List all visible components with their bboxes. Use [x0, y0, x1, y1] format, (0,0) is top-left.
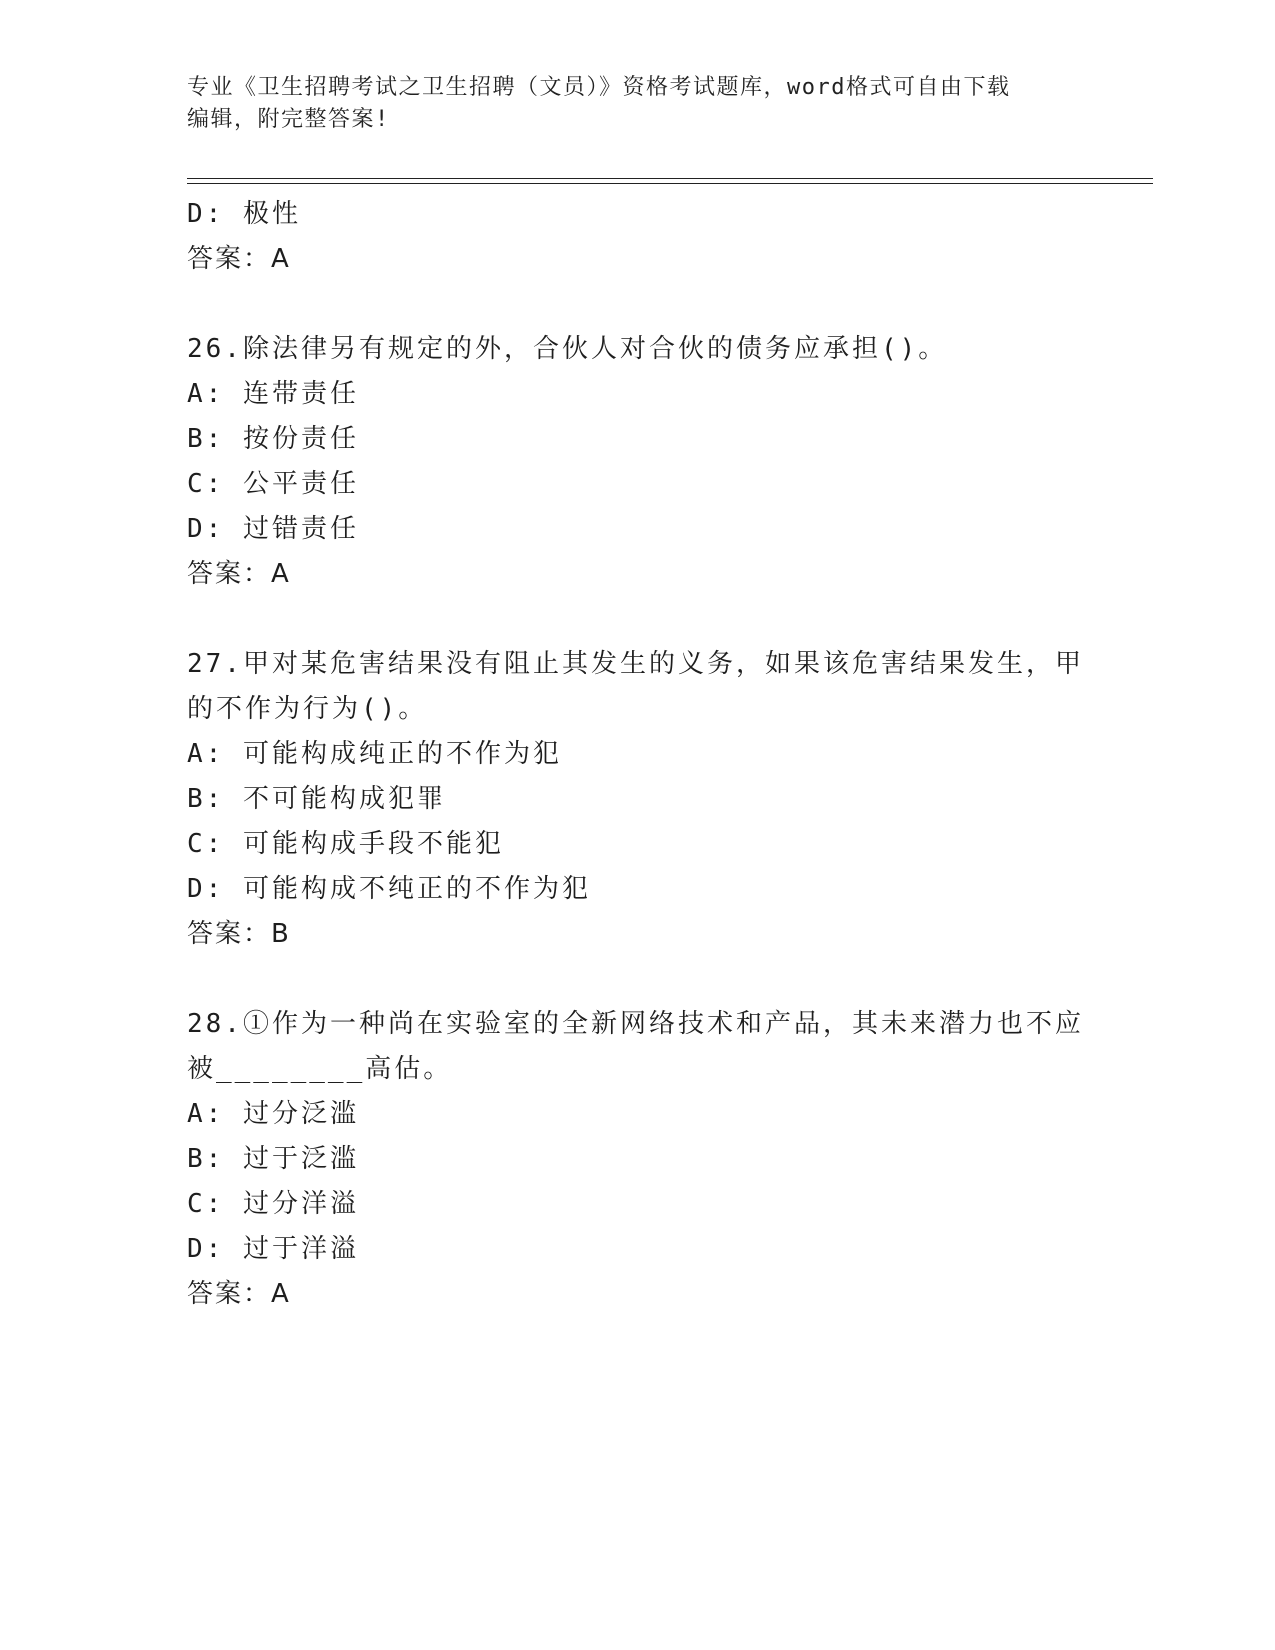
q26-option-c: C: 公平责任 — [187, 469, 359, 499]
header-line-1: 专业《卫生招聘考试之卫生招聘（文员）》资格考试题库，word格式可自由下载 — [187, 75, 1011, 100]
header-rule-bottom — [187, 183, 1153, 184]
q26-answer: 答案：A — [187, 559, 291, 589]
q27-stem-line-2: 的不作为行为()。 — [187, 694, 428, 724]
q27-option-a: A: 可能构成纯正的不作为犯 — [187, 739, 562, 769]
q28-option-d: D: 过于洋溢 — [187, 1234, 359, 1264]
q26-option-d: D: 过错责任 — [187, 514, 359, 544]
q28-option-c: C: 过分洋溢 — [187, 1189, 359, 1219]
document-header — [187, 72, 1087, 136]
q27-option-d: D: 可能构成不纯正的不作为犯 — [187, 874, 591, 904]
q27-option-c: C: 可能构成手段不能犯 — [187, 829, 504, 859]
q26-stem: 26.除法律另有规定的外，合伙人对合伙的债务应承担()。 — [187, 334, 948, 364]
prev-option-d: D: 极性 — [187, 199, 301, 229]
header-rule-top — [187, 178, 1153, 179]
q28-option-b: B: 过于泛滥 — [187, 1144, 359, 1174]
q27-stem-line-1: 27.甲对某危害结果没有阻止其发生的义务，如果该危害结果发生，甲 — [187, 649, 1084, 679]
header-line-2: 编辑，附完整答案! — [187, 107, 390, 132]
q28-answer: 答案：A — [187, 1279, 291, 1309]
q28-stem-line-2: 被________高估。 — [187, 1054, 453, 1084]
q28-option-a: A: 过分泛滥 — [187, 1099, 359, 1129]
prev-answer: 答案：A — [187, 244, 291, 274]
q26-option-b: B: 按份责任 — [187, 424, 359, 454]
q27-option-b: B: 不可能构成犯罪 — [187, 784, 446, 814]
q28-stem-line-1: 28.①作为一种尚在实验室的全新网络技术和产品，其未来潜力也不应 — [187, 1009, 1084, 1039]
q27-answer: 答案：B — [187, 919, 291, 949]
q26-option-a: A: 连带责任 — [187, 379, 359, 409]
